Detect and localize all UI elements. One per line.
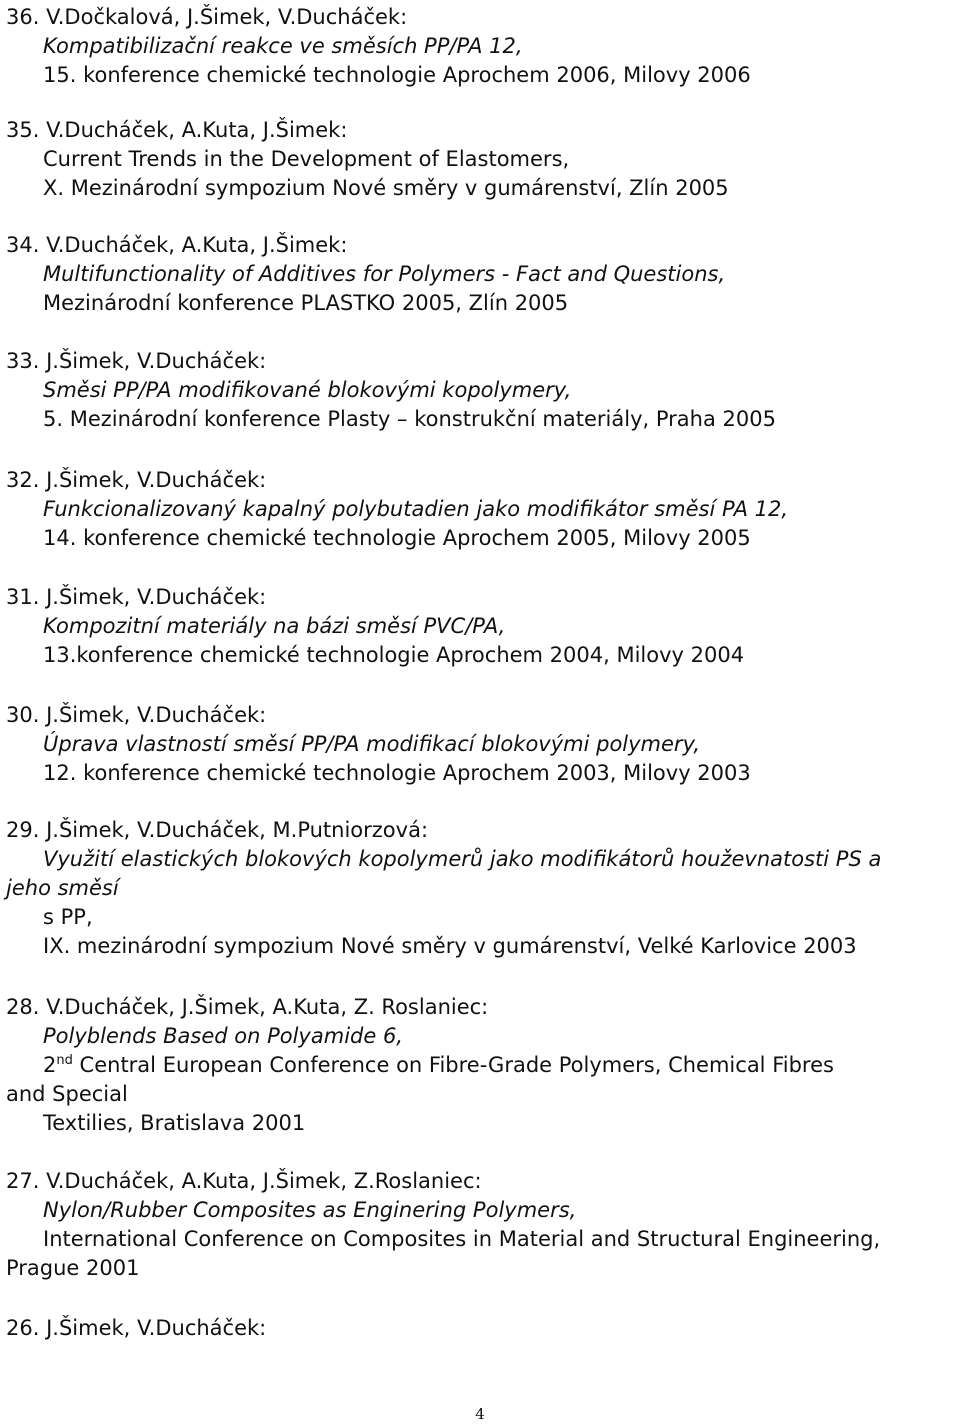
entry-header [6, 816, 956, 845]
entry-authors: J.Šimek, V.Ducháček, M.Putniorzová: [46, 818, 429, 842]
entry-venue-line: Textilies, Bratislava 2001 [43, 1111, 306, 1135]
entry-number: 36. [6, 5, 40, 29]
entry-venue-line [6, 1051, 956, 1080]
entry-authors: J.Šimek, V.Ducháček: [46, 703, 267, 727]
entry-number: 27. [6, 1169, 40, 1193]
entry-header [6, 583, 956, 612]
entry-venue: IX. mezinárodní sympozium Nové směry v gumárenství, Velké Karlovice 2003 [43, 934, 857, 958]
entry-number: 28. [6, 995, 40, 1019]
entry-header [6, 347, 956, 376]
entry-authors: V.Ducháček, J.Šimek, A.Kuta, Z. Roslaniec: [46, 995, 489, 1019]
publication-entry-36 [6, 3, 956, 90]
entry-authors: J.Šimek, V.Ducháček: [46, 1316, 267, 1340]
entry-header [6, 116, 956, 145]
entry-venue-line: International Conference on Composites in Material and Structural Engineering, [43, 1227, 881, 1251]
entry-authors: J.Šimek, V.Ducháček: [46, 468, 267, 492]
entry-venue: Mezinárodní konference PLASTKO 2005, Zlín 2005 [43, 291, 569, 315]
entry-title-line: jeho směsí [6, 876, 119, 900]
entry-authors: V.Ducháček, A.Kuta, J.Šimek: [46, 233, 348, 257]
entry-header [6, 1314, 956, 1343]
entry-title-line: Využití elastických blokových kopolymerů jako modifikátorů houževnatosti PS a [43, 847, 882, 871]
entry-authors: J.Šimek, V.Ducháček: [46, 585, 267, 609]
entry-number: 30. [6, 703, 40, 727]
publication-entry-31 [6, 583, 956, 670]
entry-venue: 15. konference chemické technologie Aprochem 2006, Milovy 2006 [43, 63, 751, 87]
venue-text: Central European Conference on Fibre-Grade Polymers, Chemical Fibres [72, 1053, 834, 1077]
entry-authors: V.Dočkalová, J.Šimek, V.Ducháček: [46, 5, 408, 29]
entry-number: 26. [6, 1316, 40, 1340]
entry-title: Kompatibilizační reakce ve směsích PP/PA 12, [43, 34, 523, 58]
publication-entry-32 [6, 466, 956, 553]
entry-authors: V.Ducháček, A.Kuta, J.Šimek, Z.Roslaniec: [46, 1169, 482, 1193]
entry-title-line: s PP, [43, 905, 93, 929]
entry-venue: 14. konference chemické technologie Aprochem 2005, Milovy 2005 [43, 526, 751, 550]
entry-venue: 12. konference chemické technologie Aprochem 2003, Milovy 2003 [43, 761, 751, 785]
entry-header [6, 3, 956, 32]
entry-title: Funkcionalizovaný kapalný polybutadien jako modifikátor směsí PA 12, [43, 497, 789, 521]
publication-entry-26 [6, 1314, 956, 1343]
entry-title: Úprava vlastností směsí PP/PA modifikací blokovými polymery, [43, 732, 701, 756]
entry-title: Nylon/Rubber Composites as Enginering Polymers, [43, 1198, 577, 1222]
venue-ordinal-suffix: nd [56, 1053, 73, 1068]
entry-header [6, 701, 956, 730]
entry-header [6, 993, 956, 1022]
entry-header [6, 231, 956, 260]
entry-title: Polyblends Based on Polyamide 6, [43, 1024, 403, 1048]
entry-number: 35. [6, 118, 40, 142]
entry-number: 34. [6, 233, 40, 257]
entry-title: Kompozitní materiály na bázi směsí PVC/PA, [43, 614, 506, 638]
publication-entry-29 [6, 816, 956, 961]
entry-venue-line: and Special [6, 1082, 128, 1106]
entry-venue: X. Mezinárodní sympozium Nové směry v gumárenství, Zlín 2005 [43, 176, 729, 200]
publication-entry-30 [6, 701, 956, 788]
entry-number: 29. [6, 818, 40, 842]
entry-number: 32. [6, 468, 40, 492]
entry-authors: V.Ducháček, A.Kuta, J.Šimek: [46, 118, 348, 142]
publication-entry-33 [6, 347, 956, 434]
publication-entry-34 [6, 231, 956, 318]
page-number: 4 [475, 1405, 485, 1423]
publication-entry-27 [6, 1167, 956, 1283]
entry-number: 33. [6, 349, 40, 373]
publication-entry-28 [6, 993, 956, 1138]
entry-header [6, 466, 956, 495]
publication-entry-35 [6, 116, 956, 203]
entry-header [6, 1167, 956, 1196]
entry-number: 31. [6, 585, 40, 609]
entry-authors: J.Šimek, V.Ducháček: [46, 349, 267, 373]
entry-title: Směsi PP/PA modifikované blokovými kopolymery, [43, 378, 572, 402]
entry-title: Multifunctionality of Additives for Polymers - Fact and Questions, [43, 262, 726, 286]
entry-title: Current Trends in the Development of Elastomers, [43, 147, 570, 171]
entry-venue-line: Prague 2001 [6, 1256, 140, 1280]
entry-venue: 5. Mezinárodní konference Plasty – konstrukční materiály, Praha 2005 [43, 407, 776, 431]
venue-ordinal: 2 [43, 1053, 57, 1077]
entry-venue: 13.konference chemické technologie Aprochem 2004, Milovy 2004 [43, 643, 745, 667]
